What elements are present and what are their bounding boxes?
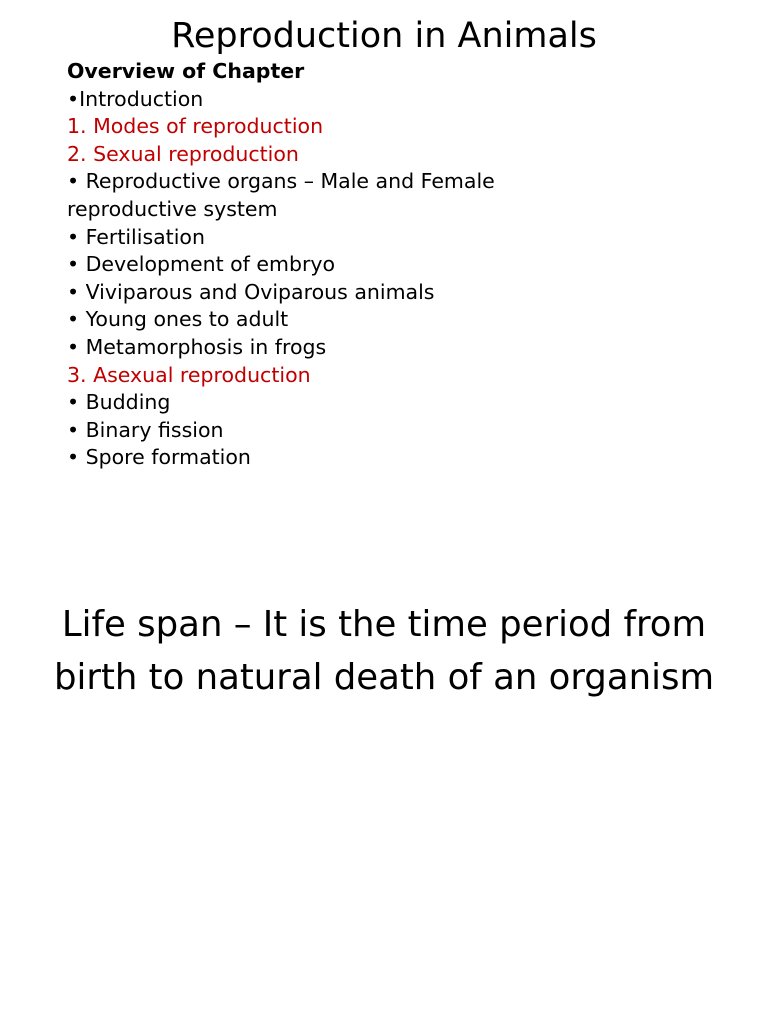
list-item-modes-of-reproduction: 1. Modes of reproduction <box>67 114 324 139</box>
lifespan-line-1: Life span – It is the time period from <box>61 604 707 645</box>
list-item-spore-formation: • Spore formation <box>67 445 251 470</box>
list-item-binary-fission: • Binary fission <box>67 417 224 442</box>
lifespan-definition <box>40 598 728 704</box>
list-item-viviparous-oviparous: • Viviparous and Oviparous animals <box>67 279 435 304</box>
list-item-metamorphosis: • Metamorphosis in frogs <box>67 334 327 359</box>
overview-heading: Overview of Chapter <box>67 59 305 83</box>
list-item-introduction: •Introduction <box>67 86 204 111</box>
list-item-sexual-reproduction: 2. Sexual reproduction <box>67 141 299 166</box>
list-item-young-ones-to-adult: • Young ones to adult <box>67 307 289 332</box>
list-item-budding: • Budding <box>67 390 171 415</box>
lifespan-line-2: birth to natural death of an organism <box>53 657 715 698</box>
list-item-development-of-embryo: • Development of embryo <box>67 252 336 277</box>
page-title: Reproduction in Animals <box>171 16 597 56</box>
list-item-fertilisation: • Fertilisation <box>67 224 205 249</box>
list-item-reproductive-organs: • Reproductive organs – Male and Female reproductive system <box>67 169 495 221</box>
list-item-asexual-reproduction: 3. Asexual reproduction <box>67 362 311 387</box>
chapter-overview <box>67 58 727 472</box>
